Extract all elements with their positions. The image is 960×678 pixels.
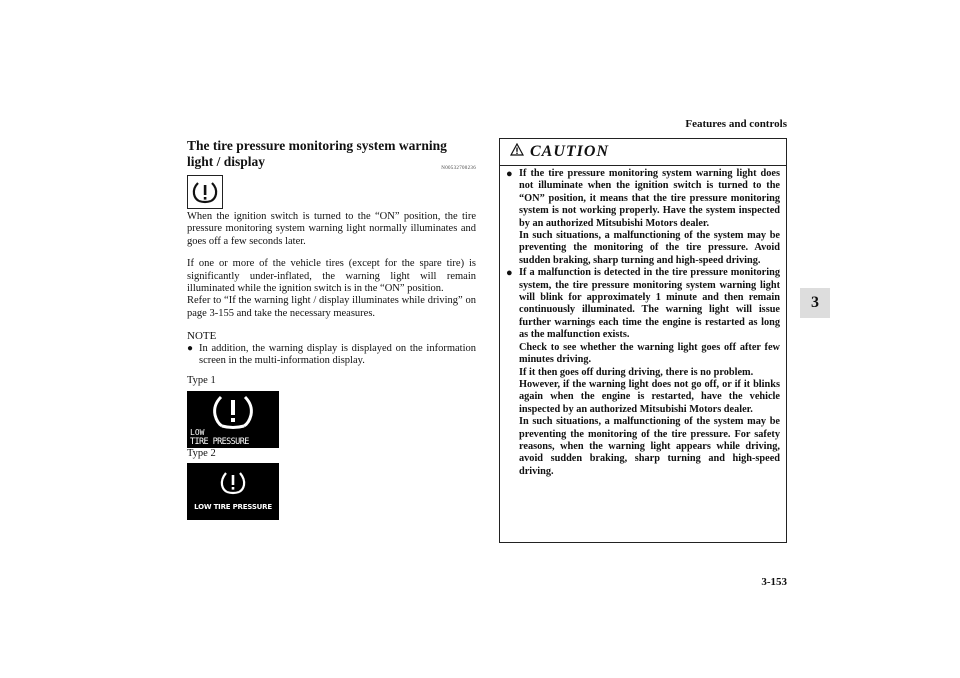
type2-text: LOW TIRE PRESSURE xyxy=(194,503,272,512)
paragraph-1: When the ignition switch is turned to the “ON” position, the tire pressure monitoring system warning light normally illuminates and goes off a few seconds later. xyxy=(187,211,476,247)
note-text: In addition, the warning display is displayed on the information screen in the multi-information display. xyxy=(199,342,476,367)
caution-item-1 xyxy=(506,168,780,267)
reference-code: N00532700236 xyxy=(441,166,476,171)
caution-item-2-text-d: However, if the warning light does not go off, or if it blinks again when the engine is restarted, have the vehicle inspected by an authorized Mitsubishi Motors dealer. xyxy=(519,378,780,415)
paragraph-2: If one or more of the vehicle tires (except for the spare tire) is significantly under-inflated, the warning light will remain illuminated while the ignition switch is in the “ON” position. xyxy=(187,258,476,295)
caution-body xyxy=(500,166,786,478)
caution-item-2-text-e: In such situations, a malfunctioning of the system may be preventing the monitoring of the tire pressure. For safety reasons, when the warning light appears while driving, avoid sudden braking, sharp turning and high-speed driving. xyxy=(519,416,780,477)
bullet-icon: ● xyxy=(506,168,513,180)
note-item xyxy=(187,343,476,368)
tire-pressure-warning-icon xyxy=(187,175,223,209)
type2-display-image xyxy=(187,463,279,520)
caution-item-2-text-b: Check to see whether the warning light goes off after few minutes driving. xyxy=(519,341,780,366)
type2-label: Type 2 xyxy=(187,447,216,459)
chapter-tab: 3 xyxy=(800,288,830,318)
caution-item-1-text: If the tire pressure monitoring system warning light does not illuminate when the ignition switch is turned to the “ON” position, it means that the tire pressure monitoring system is not working properly. Have the system inspected by an authorized Mitsubishi Motors dealer. xyxy=(519,168,780,229)
bullet-icon: ● xyxy=(506,267,513,280)
page-number: 3-153 xyxy=(761,576,787,588)
caution-box xyxy=(499,138,787,543)
caution-title: CAUTION xyxy=(530,143,610,160)
type1-line1: LOW xyxy=(190,427,205,437)
main-column xyxy=(187,138,476,520)
caution-item-2-text-c: If it then goes off during driving, there is no problem. xyxy=(519,366,754,378)
bullet-icon: ● xyxy=(187,342,194,354)
section-header: Features and controls xyxy=(685,118,787,130)
paragraph-3: Refer to “If the warning light / display illuminates while driving” on page 3-155 and take the necessary measures. xyxy=(187,295,476,319)
warning-triangle-icon xyxy=(510,143,524,161)
caution-header xyxy=(500,139,786,166)
section-title: The tire pressure monitoring system warning light / display xyxy=(187,138,447,169)
note-label: NOTE xyxy=(187,330,217,343)
type1-display-image xyxy=(187,391,279,448)
caution-item-2 xyxy=(506,267,780,478)
type1-label: Type 1 xyxy=(187,375,216,387)
type1-line2: TIRE PRESSURE xyxy=(190,436,249,447)
caution-item-2-text: If a malfunction is detected in the tire pressure monitoring system, the tire pressure monitoring system warning light will blink for approximately 1 minute and then remain continuously illuminated. The warning light will issue further warnings each time the engine is restarted as long as the malfunction exists. xyxy=(519,267,780,341)
caution-item-1-text-b: In such situations, a malfunctioning of the system may be preventing the monitoring of the tire pressure. Avoid sudden braking, sharp turning and high-speed driving. xyxy=(519,230,780,266)
